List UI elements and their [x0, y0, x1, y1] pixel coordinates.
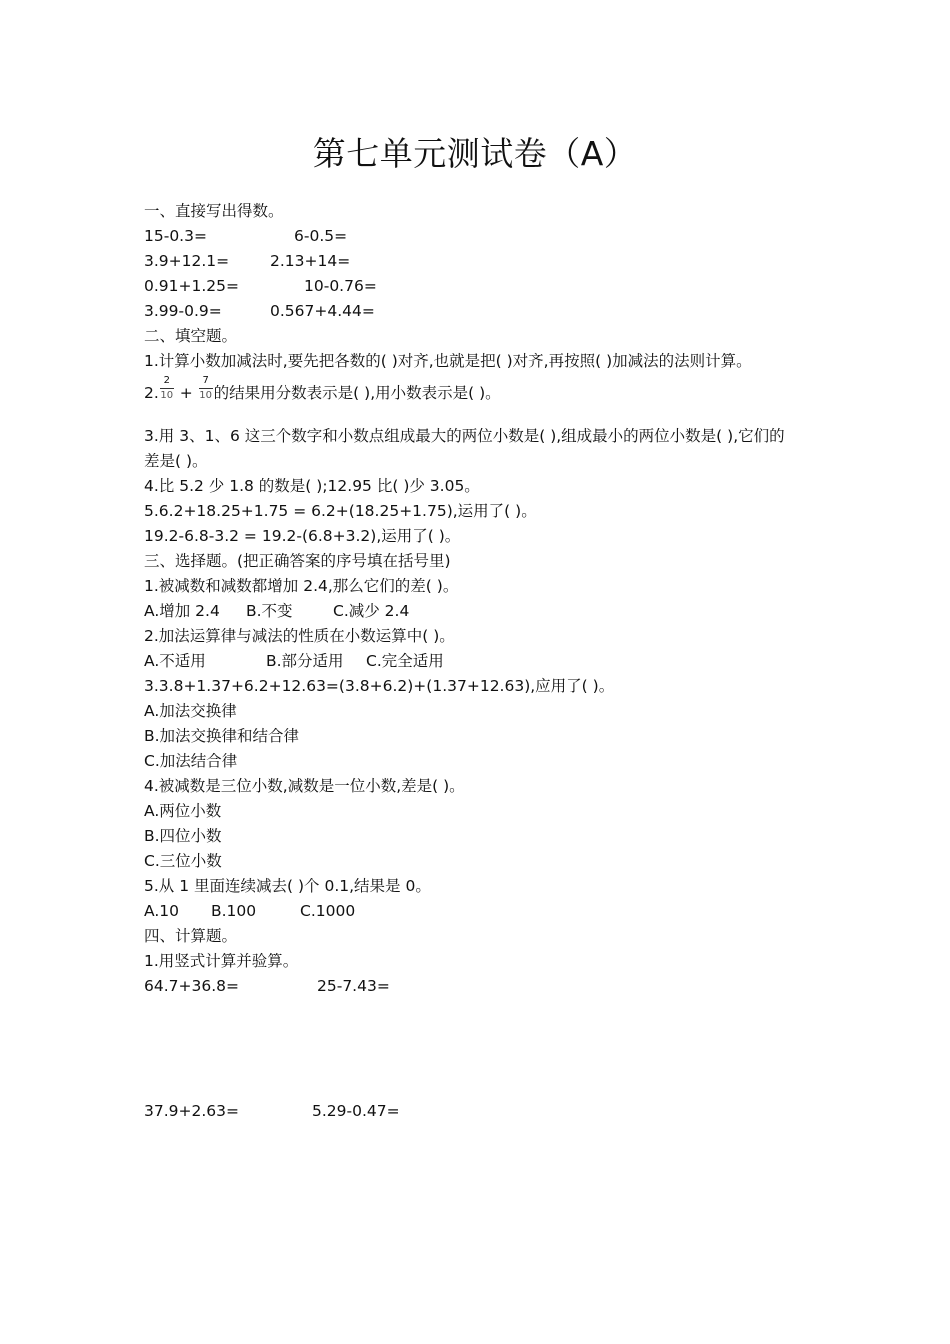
- choice-question-2: 2.加法运算律与减法的性质在小数运算中( )。: [144, 627, 455, 645]
- option-c: C.1000: [300, 902, 356, 920]
- calc-instruction: 1.用竖式计算并验算。: [144, 952, 299, 970]
- calc-item: 2.13+14=: [270, 252, 351, 270]
- choice-question-5: 5.从 1 里面连续减去( )个 0.1,结果是 0。: [144, 877, 431, 895]
- fill-question-5a: 5.6.2+18.25+1.75 = 6.2+(18.25+1.75),运用了( )。: [144, 502, 537, 520]
- fraction-2: [198, 374, 214, 404]
- question-number: 2.: [144, 384, 159, 402]
- calc-item: 6-0.5=: [294, 227, 348, 245]
- page-title: 第七单元测试卷（A）: [312, 134, 638, 173]
- choice-question-4: 4.被减数是三位小数,减数是一位小数,差是( )。: [144, 777, 465, 795]
- calc-item: 3.9+12.1=: [144, 252, 230, 270]
- option-a: A.两位小数: [144, 802, 222, 820]
- plus-sign: +: [179, 384, 193, 402]
- calc-row-4: [144, 299, 794, 324]
- section-1-heading: 一、直接写出得数。: [144, 202, 284, 220]
- fill-question-4: 4.比 5.2 少 1.8 的数是( );12.95 比( )少 3.05。: [144, 477, 480, 495]
- fill-question-3: 3.用 3、1、6 这三个数字和小数点组成最大的两位小数是( ),组成最小的两位小数是( ),它们的差是( )。: [144, 427, 785, 470]
- work-space: [144, 999, 794, 1099]
- choice-question-1: 1.被减数和减数都增加 2.4,那么它们的差( )。: [144, 577, 459, 595]
- calc-item: 15-0.3=: [144, 227, 207, 245]
- option-c: C.三位小数: [144, 852, 222, 870]
- fraction-denominator: 10: [199, 390, 213, 401]
- calc-row-1: [144, 224, 794, 249]
- fraction-1: [159, 374, 175, 404]
- choice-options-5: [144, 899, 794, 924]
- section-2-heading: 二、填空题。: [144, 327, 238, 345]
- calc-item: 3.99-0.9=: [144, 302, 222, 320]
- section-4-heading: 四、计算题。: [144, 927, 238, 945]
- option-c: C.减少 2.4: [333, 602, 410, 620]
- calc-row-2: [144, 249, 794, 274]
- calc-item: 5.29-0.47=: [312, 1102, 400, 1120]
- choice-question-3: 3.3.8+1.37+6.2+12.63=(3.8+6.2)+(1.37+12.63),应用了( )。: [144, 677, 615, 695]
- calc-item: 0.567+4.44=: [270, 302, 375, 320]
- option-a: A.增加 2.4: [144, 602, 220, 620]
- calc-item: 10-0.76=: [304, 277, 377, 295]
- fraction-numerator: 2: [163, 375, 170, 386]
- fraction-bar: [199, 388, 213, 389]
- worksheet-body: [144, 199, 794, 1124]
- fraction-numerator: 7: [202, 375, 209, 386]
- calc-item: 25-7.43=: [317, 977, 390, 995]
- fraction-bar: [160, 388, 174, 389]
- fraction-denominator: 10: [160, 390, 174, 401]
- question-text: 的结果用分数表示是( ),用小数表示是( )。: [213, 384, 501, 402]
- option-a: A.10: [144, 902, 179, 920]
- vertical-calc-row-1: [144, 974, 794, 999]
- option-b: B.100: [211, 902, 257, 920]
- option-b: B.不变: [246, 602, 293, 620]
- option-b: B.加法交换律和结合律: [144, 727, 300, 745]
- vertical-calc-row-2: [144, 1099, 794, 1124]
- section-3-heading: 三、选择题。(把正确答案的序号填在括号里): [144, 552, 451, 570]
- option-a: A.不适用: [144, 652, 206, 670]
- option-a: A.加法交换律: [144, 702, 237, 720]
- option-b: B.部分适用: [266, 652, 344, 670]
- option-c: C.完全适用: [366, 652, 444, 670]
- calc-row-3: [144, 274, 794, 299]
- fill-question-1: 1.计算小数加减法时,要先把各数的( )对齐,也就是把( )对齐,再按照( )加减法的法则计算。: [144, 352, 752, 370]
- choice-options-2: [144, 649, 794, 674]
- option-c: C.加法结合律: [144, 752, 238, 770]
- choice-options-1: [144, 599, 794, 624]
- calc-item: 0.91+1.25=: [144, 277, 239, 295]
- fill-question-2: [144, 374, 794, 424]
- calc-item: 64.7+36.8=: [144, 977, 239, 995]
- option-b: B.四位小数: [144, 827, 222, 845]
- calc-item: 37.9+2.63=: [144, 1102, 239, 1120]
- fill-question-5b: 19.2-6.8-3.2 = 19.2-(6.8+3.2),运用了( )。: [144, 527, 461, 545]
